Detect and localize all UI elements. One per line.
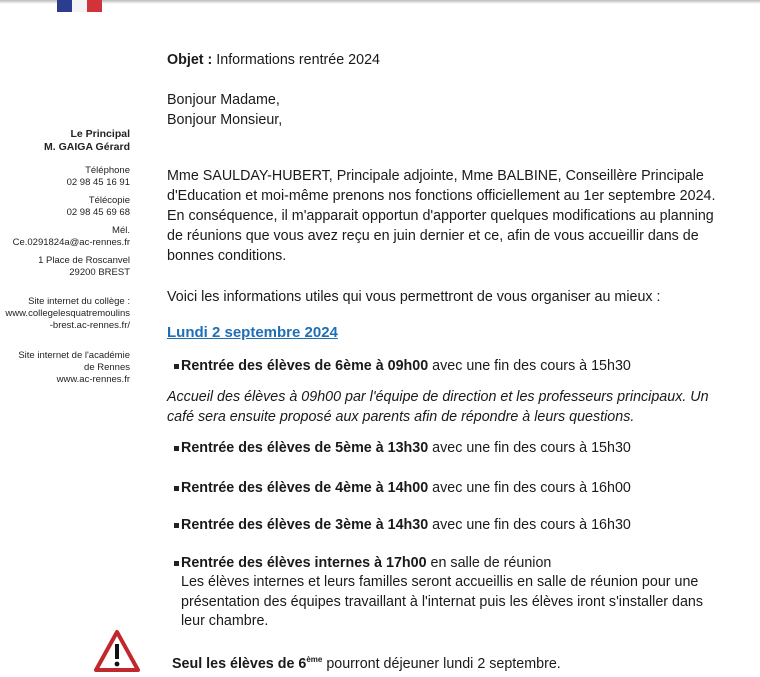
site-label: Site internet du collège :	[28, 296, 130, 307]
internes-line: présentation des équipes travaillant à l'internat puis les élèves iront s'installer dans	[181, 594, 704, 610]
bullet-icon	[174, 486, 179, 491]
paragraph-line: bonnes conditions.	[167, 248, 287, 264]
site-url-2: -brest.ac-rennes.fr/	[49, 320, 130, 331]
tel: 02 98 45 16 91	[66, 177, 130, 188]
intro-line: Voici les informations utiles qui vous permettront de vous organiser au mieux :	[167, 289, 661, 305]
bullet-icon	[174, 446, 179, 451]
acad-url: www.ac-rennes.fr	[56, 374, 130, 385]
site-url-1: www.collegelesquatremoulins	[5, 308, 130, 319]
sidebar-title: Le Principal	[70, 128, 130, 140]
acad-label-2: de Rennes	[84, 362, 130, 373]
list-item: Rentrée des élèves de 3ème à 14h30 avec une fin des cours à 16h30	[181, 517, 631, 533]
greeting-1: Bonjour Madame,	[167, 92, 280, 108]
page-edge	[0, 0, 760, 4]
address1: 1 Place de Roscanvel	[38, 255, 130, 266]
sidebar-name: M. GAIGA Gérard	[44, 141, 130, 153]
mail: Ce.0291824a@ac-rennes.fr	[12, 237, 130, 248]
italic-note: Accueil des élèves à 09h00 par l'équipe de direction et les professeurs principaux. Un	[167, 389, 709, 405]
bullet-icon	[174, 561, 179, 566]
paragraph-line: En conséquence, il m'apparait opportun d'apporter quelques modifications au planning	[167, 208, 714, 224]
paragraph-line: de réunions que vous avez reçu en juin dernier et ce, afin de vous accueillir dans de	[167, 228, 699, 244]
list-item: Rentrée des élèves de 6ème à 09h00 avec une fin des cours à 15h30	[181, 358, 631, 374]
republique-francaise-logo	[57, 0, 102, 22]
list-item: Rentrée des élèves de 5ème à 13h30 avec une fin des cours à 15h30	[181, 440, 631, 456]
list-item: Rentrée des élèves de 4ème à 14h00 avec une fin des cours à 16h00	[181, 480, 631, 496]
bullet-icon	[174, 364, 179, 369]
internes-line: leur chambre.	[181, 613, 269, 629]
italic-note: café sera ensuite proposé aux parents afin de répondre à leurs questions.	[167, 409, 635, 425]
paragraph-line: d'Education et moi-même prenons nos fonctions officiellement au 1er septembre 2024.	[167, 188, 716, 204]
tel-label: Téléphone	[85, 165, 130, 176]
warning-icon	[94, 630, 140, 672]
mail-label: Mél.	[112, 225, 130, 236]
acad-label-1: Site internet de l'académie	[18, 350, 130, 361]
list-item: Rentrée des élèves internes à 17h00 en salle de réunion	[181, 555, 552, 571]
subject-label: Objet :	[167, 52, 213, 68]
bullet-icon	[174, 523, 179, 528]
greeting-2: Bonjour Monsieur,	[167, 112, 283, 128]
address2: 29200 BREST	[69, 267, 130, 278]
paragraph-line: Mme SAULDAY-HUBERT, Principale adjointe, Mme BALBINE, Conseillère Principale	[167, 168, 704, 184]
fax: 02 98 45 69 68	[66, 207, 130, 218]
subject: Informations rentrée 2024	[216, 52, 380, 68]
subject-line	[167, 51, 380, 69]
warning-text: Seul les élèves de 6ème pourront déjeuner lundi 2 septembre.	[172, 655, 561, 672]
fax-label: Télécopie	[88, 195, 130, 206]
internes-line: Les élèves internes et leurs familles seront accueillis en salle de réunion pour une	[181, 574, 699, 590]
date-heading: Lundi 2 septembre 2024	[167, 324, 338, 341]
